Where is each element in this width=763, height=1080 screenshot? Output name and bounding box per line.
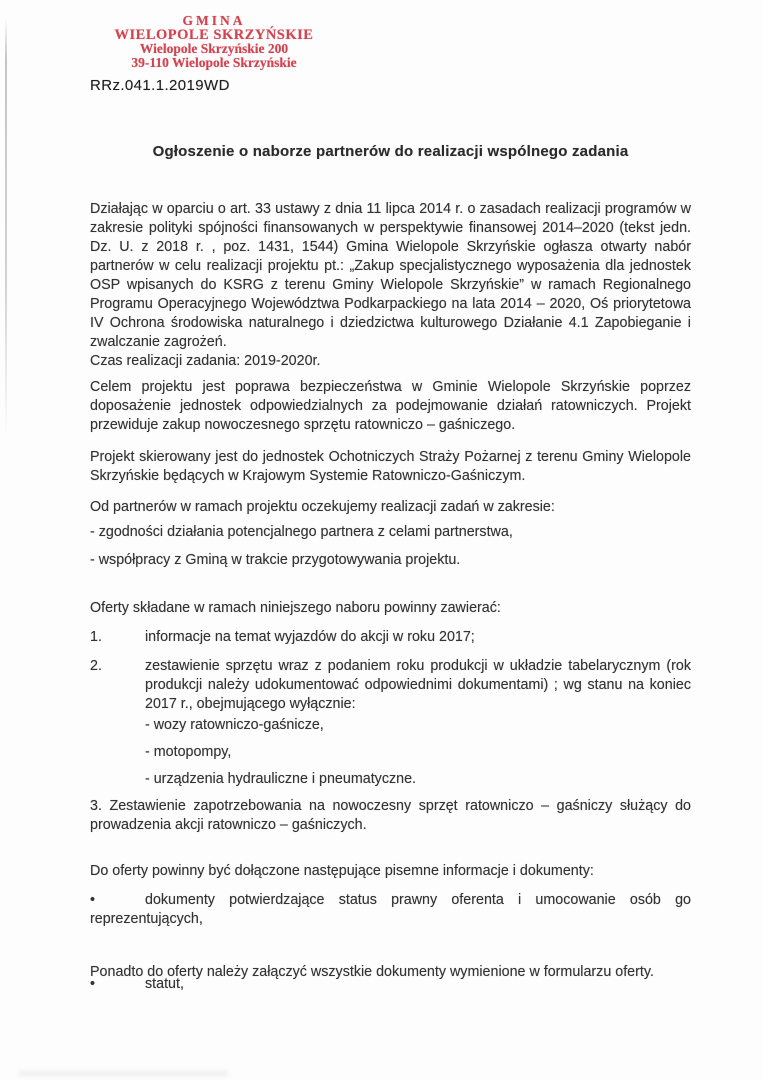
reference-number: RRz.041.1.2019WD [90, 77, 230, 94]
paragraph-oczekujemy: Od partnerów w ramach projektu oczekujemy realizacji zadań w zakresie: [90, 499, 555, 515]
scan-artifact-left-line [5, 18, 7, 438]
sub-dash-item-motopompy: - motopompy, [145, 744, 232, 760]
bullet-marker: • [90, 976, 96, 992]
paragraph-czas-realizacji: Czas realizacji zadania: 2019-2020r. [90, 353, 321, 369]
paragraph-projekt-skierowany: Projekt skierowany jest do jednostek Ochotniczych Straży Pożarnej z terenu Gminy Wielopole Skrzyńskie będących w Krajowym Systemie Ratowniczo-Gaśniczym. [90, 449, 691, 484]
paragraph-item-3: 3. Zestawienie zapotrzebowania na nowoczesny sprzęt ratowniczo – gaśniczy służący do prowadzenia akcji ratowniczo – gaśniczych. [90, 798, 691, 833]
numbered-item-1 [90, 628, 691, 647]
scan-artifact-bottom-smudge [18, 1071, 228, 1076]
numbered-item-2-marker: 2. [90, 658, 102, 674]
sub-dash-item-urzadzenia: - urządzenia hydrauliczne i pneumatyczne. [145, 771, 416, 787]
bullet-item-statut-text: statut, [145, 976, 184, 992]
numbered-item-2-text: zestawienie sprzętu wraz z podaniem roku produkcji w układzie tabelarycznym (rok produkcji należy udokumentować odpowiednimi dokumentami) ; wg stanu na koniec 2017 r., obejmującego wyłącznie: [145, 658, 691, 712]
dash-item-zgodnosci: - zgodności działania potencjalnego partnera z celami partnerstwa, [90, 524, 513, 540]
numbered-item-2 [90, 657, 691, 714]
paragraph-intro: Działając w oparciu o art. 33 ustawy z dnia 11 lipca 2014 r. o zasadach realizacji programów w zakresie polityki spójności finansowanych w perspektywie finansowej 2014–2020 (tekst jedn. Dz. U. z 2018 r. , poz. 1431, 1544) Gmina Wielopole Skrzyńskie ogłasza otwarty nabór partnerów w celu realizacji projektu pt.: „Zakup specjalistycznego wyposażenia dla jednostek OSP wpisanych do KSRG z terenu Gminy Wielopole Skrzyńskie” w ramach Regionalnego Programu Operacyjnego Województwa Podkarpackiego na lata 2014 – 2020, Oś priorytetowa IV Ochrona środowiska naturalnego i dziedzictwa kulturowego Działanie 4.1 Zapobieganie i zwalczanie zagrożeń. [90, 201, 691, 350]
paragraph-cel-projektu: Celem projektu jest poprawa bezpieczeństwa w Gminie Wielopole Skrzyńskie poprzez doposażenie jednostek odpowiedzialnych za podejmowanie działań ratowniczych. Projekt przewiduje zakup nowoczesnego sprzętu ratowniczo – gaśniczego. [90, 379, 691, 433]
stamp-line-address: Wielopole Skrzyńskie 200 [139, 41, 289, 56]
stamp-line-postal: 39-110 Wielopole Skrzyńskie [131, 55, 297, 70]
sub-dash-item-wozy: - wozy ratowniczo-gaśnicze, [145, 717, 324, 733]
municipality-stamp [58, 14, 370, 70]
numbered-item-1-marker: 1. [90, 629, 102, 645]
dash-item-wspolpracy: - współpracy z Gminą w trakcie przygotowywania projektu. [90, 552, 461, 568]
paragraph-oferty-header: Oferty składane w ramach niniejszego naboru powinny zawierać: [90, 600, 501, 616]
document-title: Ogłoszenie o naborze partnerów do realizacji wspólnego zadania [152, 143, 629, 160]
bullet-marker: • [90, 892, 96, 908]
stamp-line-gmina: GMINA [182, 13, 246, 28]
bullet-item-dokumenty [90, 891, 691, 929]
numbered-item-1-text: informacje na temat wyjazdów do akcji w roku 2017; [145, 629, 475, 645]
paragraph-do-oferty: Do oferty powinny być dołączone następujące pisemne informacje i dokumenty: [90, 863, 594, 879]
paragraph-ponadto: Ponadto do oferty należy załączyć wszystkie dokumenty wymienione w formularzu oferty. [90, 964, 654, 980]
bullet-item-dokumenty-text: dokumenty potwierdzające status prawny oferenta i umocowanie osób go reprezentujących, [90, 892, 691, 927]
stamp-line-name: WIELOPOLE SKRZYŃSKIE [114, 27, 314, 43]
